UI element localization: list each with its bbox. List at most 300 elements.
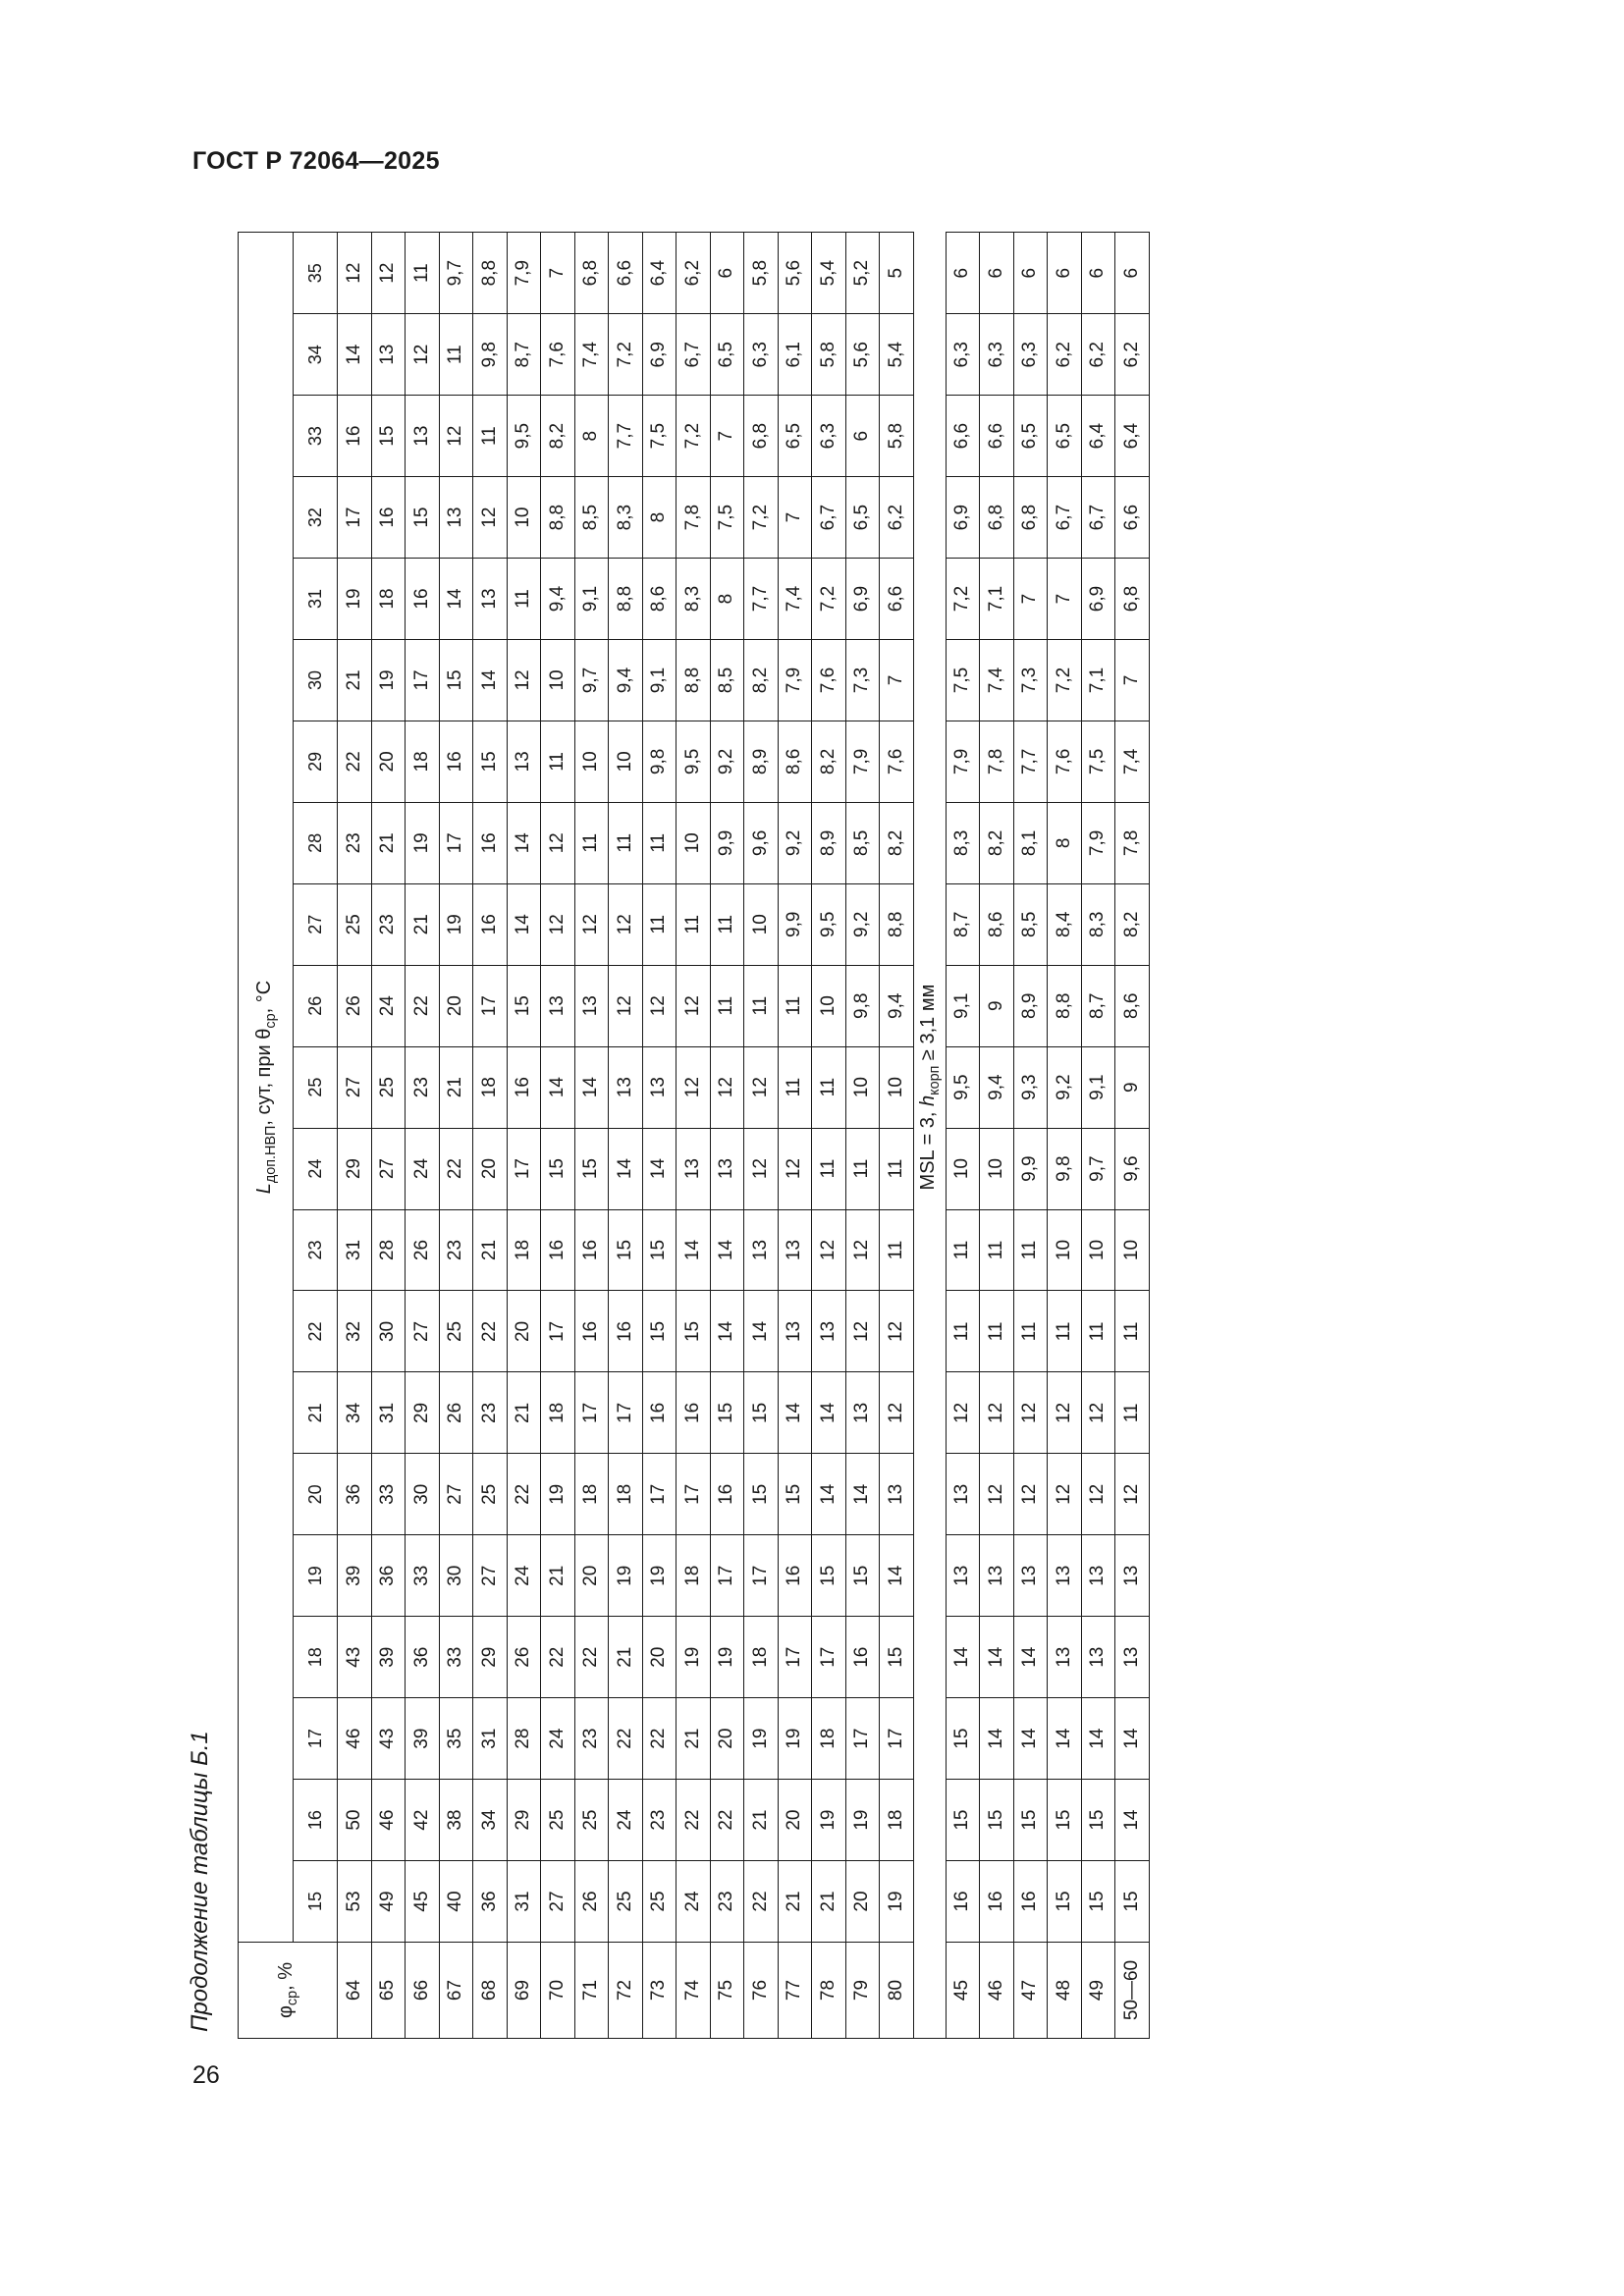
value-cell: 14	[507, 802, 541, 883]
value-cell: 29	[338, 1128, 372, 1209]
value-cell: 10	[880, 1046, 914, 1128]
phi-header: $\varphi_{ср}$, %	[239, 1943, 338, 2039]
value-cell: 9,6	[744, 802, 779, 883]
value-cell: 8,8	[473, 233, 508, 314]
value-cell: 28	[507, 1698, 541, 1780]
value-cell: 7,7	[1013, 721, 1048, 802]
value-cell: 10	[845, 1046, 880, 1128]
value-cell: 22	[574, 1617, 609, 1698]
value-cell: 15	[507, 965, 541, 1046]
value-cell: 13	[946, 1535, 980, 1617]
value-cell: 27	[406, 1291, 440, 1372]
value-cell: 7,8	[677, 477, 711, 559]
value-cell: 25	[609, 1861, 643, 1943]
value-cell: 9,9	[778, 883, 812, 965]
temperature-header-row	[294, 233, 338, 2039]
value-cell: 11	[812, 1128, 846, 1209]
value-cell: 9,8	[473, 314, 508, 396]
value-cell: 29	[473, 1617, 508, 1698]
value-cell: 10	[574, 721, 609, 802]
value-cell: 14	[677, 1209, 711, 1291]
value-cell: 12	[541, 883, 575, 965]
value-cell: 20	[507, 1291, 541, 1372]
value-cell: 16	[778, 1535, 812, 1617]
temperature-header: 17	[294, 1698, 338, 1780]
value-cell: 7,6	[541, 314, 575, 396]
value-cell: 14	[980, 1698, 1014, 1780]
value-cell: 11	[406, 233, 440, 314]
value-cell: 6,4	[642, 233, 677, 314]
value-cell: 7	[1013, 559, 1048, 640]
value-cell: 12	[371, 233, 406, 314]
value-cell: 7,3	[845, 640, 880, 721]
value-cell: 8,3	[609, 477, 643, 559]
value-cell: 14	[473, 640, 508, 721]
value-cell: 11	[946, 1209, 980, 1291]
value-cell: 17	[473, 965, 508, 1046]
value-cell: 13	[1081, 1617, 1115, 1698]
value-cell: 14	[1048, 1698, 1082, 1780]
value-cell: 9,7	[439, 233, 473, 314]
value-cell: 13	[980, 1535, 1014, 1617]
value-cell: 8,9	[744, 721, 779, 802]
value-cell: 7,6	[812, 640, 846, 721]
value-cell: 7,9	[1081, 802, 1115, 883]
value-cell: 18	[880, 1780, 914, 1861]
value-cell: 8,9	[1013, 965, 1048, 1046]
value-cell: 21	[778, 1861, 812, 1943]
value-cell: 11	[880, 1209, 914, 1291]
value-cell: 16	[642, 1372, 677, 1454]
value-cell: 23	[710, 1861, 744, 1943]
value-cell: 12	[609, 883, 643, 965]
value-cell: 10	[609, 721, 643, 802]
value-cell: 14	[980, 1617, 1014, 1698]
value-cell: 12	[574, 883, 609, 965]
value-cell: 22	[744, 1861, 779, 1943]
value-cell: 13	[1013, 1535, 1048, 1617]
value-cell: 9,2	[710, 721, 744, 802]
value-cell: 14	[338, 314, 372, 396]
value-cell: 12	[744, 1128, 779, 1209]
value-cell: 6,6	[880, 559, 914, 640]
phi-cell: 71	[574, 1943, 609, 2039]
value-cell: 10	[677, 802, 711, 883]
value-cell: 25	[541, 1780, 575, 1861]
value-cell: 21	[371, 802, 406, 883]
value-cell: 9,1	[1081, 1046, 1115, 1128]
value-cell: 12	[1115, 1454, 1150, 1535]
value-cell: 15	[980, 1780, 1014, 1861]
value-cell: 7,2	[812, 559, 846, 640]
value-cell: 15	[1048, 1861, 1082, 1943]
value-cell: 21	[439, 1046, 473, 1128]
value-cell: 7,4	[1115, 721, 1150, 802]
value-cell: 19	[406, 802, 440, 883]
value-cell: 12	[812, 1209, 846, 1291]
value-cell: 12	[980, 1372, 1014, 1454]
table-row	[507, 233, 541, 2039]
value-cell: 6	[946, 233, 980, 314]
section-label: MSL = 3, $h_{корп} \ge 3,1$ мм	[913, 233, 946, 1943]
value-cell: 30	[371, 1291, 406, 1372]
value-cell: 10	[1081, 1209, 1115, 1291]
table-row	[609, 233, 643, 2039]
value-cell: 21	[338, 640, 372, 721]
value-cell: 16	[371, 477, 406, 559]
value-cell: 5,8	[744, 233, 779, 314]
value-cell: 8,5	[845, 802, 880, 883]
value-cell: 8,3	[677, 559, 711, 640]
value-cell: 18	[473, 1046, 508, 1128]
value-cell: 22	[406, 965, 440, 1046]
value-cell: 19	[845, 1780, 880, 1861]
value-cell: 11	[812, 1046, 846, 1128]
value-cell: 8,5	[710, 640, 744, 721]
value-cell: 15	[880, 1617, 914, 1698]
phi-cell: 68	[473, 1943, 508, 2039]
temperature-header: 35	[294, 233, 338, 314]
value-cell: 12	[980, 1454, 1014, 1535]
phi-cell: 77	[778, 1943, 812, 2039]
section-label-spacer	[913, 1943, 946, 2039]
value-cell: 22	[710, 1780, 744, 1861]
value-cell: 11	[1115, 1372, 1150, 1454]
value-cell: 19	[710, 1617, 744, 1698]
value-cell: 11	[1081, 1291, 1115, 1372]
value-cell: 18	[812, 1698, 846, 1780]
value-cell: 7	[541, 233, 575, 314]
value-cell: 14	[710, 1291, 744, 1372]
value-cell: 13	[710, 1128, 744, 1209]
value-cell: 34	[473, 1780, 508, 1861]
value-cell: 40	[439, 1861, 473, 1943]
value-cell: 17	[338, 477, 372, 559]
value-cell: 20	[642, 1617, 677, 1698]
value-cell: 13	[744, 1209, 779, 1291]
table-row	[880, 233, 914, 2039]
value-cell: 15	[371, 396, 406, 477]
value-cell: 17	[406, 640, 440, 721]
value-cell: 8,7	[507, 314, 541, 396]
value-cell: 8,2	[1115, 883, 1150, 965]
value-cell: 23	[406, 1046, 440, 1128]
value-cell: 7,4	[980, 640, 1014, 721]
value-cell: 7,5	[946, 640, 980, 721]
value-cell: 46	[338, 1698, 372, 1780]
document-header: ГОСТ Р 72064—2025	[192, 147, 440, 175]
phi-cell: 73	[642, 1943, 677, 2039]
value-cell: 6,7	[1048, 477, 1082, 559]
value-cell: 14	[778, 1372, 812, 1454]
value-cell: 6,9	[642, 314, 677, 396]
value-cell: 14	[845, 1454, 880, 1535]
value-cell: 24	[371, 965, 406, 1046]
value-cell: 18	[541, 1372, 575, 1454]
value-cell: 23	[439, 1209, 473, 1291]
value-cell: 31	[371, 1372, 406, 1454]
value-cell: 12	[609, 965, 643, 1046]
value-cell: 15	[946, 1698, 980, 1780]
value-cell: 14	[744, 1291, 779, 1372]
value-cell: 19	[609, 1535, 643, 1617]
value-cell: 12	[1048, 1372, 1082, 1454]
value-cell: 5,6	[778, 233, 812, 314]
value-cell: 8,2	[744, 640, 779, 721]
value-cell: 7,9	[507, 233, 541, 314]
table-row	[642, 233, 677, 2039]
value-cell: 38	[439, 1780, 473, 1861]
value-cell: 25	[642, 1861, 677, 1943]
value-cell: 8,8	[1048, 965, 1082, 1046]
value-cell: 18	[609, 1454, 643, 1535]
value-cell: 12	[1013, 1372, 1048, 1454]
value-cell: 18	[371, 559, 406, 640]
value-cell: 26	[439, 1372, 473, 1454]
value-cell: 17	[812, 1617, 846, 1698]
value-cell: 6,5	[710, 314, 744, 396]
value-cell: 23	[338, 802, 372, 883]
value-cell: 8	[710, 559, 744, 640]
value-cell: 13	[541, 965, 575, 1046]
value-cell: 5,8	[880, 396, 914, 477]
value-cell: 9,4	[980, 1046, 1014, 1128]
value-cell: 19	[371, 640, 406, 721]
value-cell: 13	[778, 1209, 812, 1291]
value-cell: 33	[406, 1535, 440, 1617]
temperature-header: 20	[294, 1454, 338, 1535]
value-cell: 8,7	[946, 883, 980, 965]
value-cell: 15	[406, 477, 440, 559]
value-cell: 14	[1081, 1698, 1115, 1780]
value-cell: 12	[880, 1291, 914, 1372]
value-cell: 17	[439, 802, 473, 883]
value-cell: 7,1	[980, 559, 1014, 640]
value-cell: 16	[541, 1209, 575, 1291]
value-cell: 13	[1115, 1535, 1150, 1617]
page-number: 26	[192, 2061, 220, 2089]
table-row	[677, 233, 711, 2039]
value-cell: 12	[1048, 1454, 1082, 1535]
value-cell: 11	[778, 1046, 812, 1128]
value-cell: 53	[338, 1861, 372, 1943]
value-cell: 7	[1048, 559, 1082, 640]
table-row	[744, 233, 779, 2039]
table-body	[338, 233, 1150, 2039]
value-cell: 5,6	[845, 314, 880, 396]
value-cell: 8,6	[1115, 965, 1150, 1046]
table-row	[1048, 233, 1082, 2039]
value-cell: 8,8	[541, 477, 575, 559]
value-cell: 6	[1013, 233, 1048, 314]
table-row	[473, 233, 508, 2039]
table-row	[1013, 233, 1048, 2039]
value-cell: 9,1	[642, 640, 677, 721]
phi-cell: 75	[710, 1943, 744, 2039]
value-cell: 17	[845, 1698, 880, 1780]
value-cell: 6,2	[1048, 314, 1082, 396]
value-cell: 8,2	[541, 396, 575, 477]
value-cell: 8,4	[1048, 883, 1082, 965]
rotated-table-container	[238, 232, 1150, 2039]
value-cell: 19	[880, 1861, 914, 1943]
value-cell: 31	[507, 1861, 541, 1943]
phi-cell: 65	[371, 1943, 406, 2039]
phi-cell: 74	[677, 1943, 711, 2039]
value-cell: 26	[507, 1617, 541, 1698]
value-cell: 12	[946, 1372, 980, 1454]
value-cell: 7,4	[778, 559, 812, 640]
temperature-header: 15	[294, 1861, 338, 1943]
phi-cell: 45	[946, 1943, 980, 2039]
value-cell: 9,7	[574, 640, 609, 721]
temperature-header: 26	[294, 965, 338, 1046]
value-cell: 15	[946, 1780, 980, 1861]
value-cell: 16	[980, 1861, 1014, 1943]
value-cell: 43	[371, 1698, 406, 1780]
value-cell: 9,7	[1081, 1128, 1115, 1209]
value-cell: 7,7	[744, 559, 779, 640]
value-cell: 7,2	[1048, 640, 1082, 721]
value-cell: 11	[710, 883, 744, 965]
value-cell: 6,1	[778, 314, 812, 396]
temperature-header: 29	[294, 721, 338, 802]
value-cell: 27	[541, 1861, 575, 1943]
value-cell: 17	[778, 1617, 812, 1698]
value-cell: 10	[744, 883, 779, 965]
value-cell: 39	[406, 1698, 440, 1780]
value-cell: 13	[677, 1128, 711, 1209]
value-cell: 11	[609, 802, 643, 883]
value-cell: 28	[371, 1209, 406, 1291]
value-cell: 23	[473, 1372, 508, 1454]
value-cell: 11	[1115, 1291, 1150, 1372]
value-cell: 14	[642, 1128, 677, 1209]
value-cell: 6,5	[1048, 396, 1082, 477]
phi-cell: 66	[406, 1943, 440, 2039]
value-cell: 11	[946, 1291, 980, 1372]
value-cell: 16	[710, 1454, 744, 1535]
value-cell: 9	[980, 965, 1014, 1046]
value-cell: 43	[338, 1617, 372, 1698]
value-cell: 14	[439, 559, 473, 640]
value-cell: 25	[371, 1046, 406, 1128]
value-cell: 6	[845, 396, 880, 477]
value-cell: 15	[1013, 1780, 1048, 1861]
value-cell: 9,2	[778, 802, 812, 883]
value-cell: 12	[778, 1128, 812, 1209]
value-cell: 29	[406, 1372, 440, 1454]
phi-cell: 79	[845, 1943, 880, 2039]
value-cell: 12	[1081, 1454, 1115, 1535]
value-cell: 13	[642, 1046, 677, 1128]
value-cell: 31	[473, 1698, 508, 1780]
temperature-header: 34	[294, 314, 338, 396]
value-cell: 6	[710, 233, 744, 314]
value-cell: 17	[574, 1372, 609, 1454]
value-cell: 15	[1081, 1780, 1115, 1861]
temperature-header: 30	[294, 640, 338, 721]
value-cell: 7,8	[980, 721, 1014, 802]
value-cell: 11	[677, 883, 711, 965]
value-cell: 6,2	[880, 477, 914, 559]
value-cell: 25	[338, 883, 372, 965]
temperature-header: 18	[294, 1617, 338, 1698]
value-cell: 16	[507, 1046, 541, 1128]
data-table	[238, 232, 1150, 2039]
temperature-header: 21	[294, 1372, 338, 1454]
value-cell: 21	[406, 883, 440, 965]
value-cell: 45	[406, 1861, 440, 1943]
value-cell: 11	[880, 1128, 914, 1209]
value-cell: 5,8	[812, 314, 846, 396]
value-cell: 22	[507, 1454, 541, 1535]
value-cell: 14	[812, 1454, 846, 1535]
value-cell: 15	[1115, 1861, 1150, 1943]
value-cell: 12	[473, 477, 508, 559]
value-cell: 7,6	[880, 721, 914, 802]
value-cell: 15	[439, 640, 473, 721]
value-cell: 33	[371, 1454, 406, 1535]
value-cell: 23	[574, 1698, 609, 1780]
value-cell: 7,4	[574, 314, 609, 396]
value-cell: 6,8	[744, 396, 779, 477]
value-cell: 46	[371, 1780, 406, 1861]
table-row	[778, 233, 812, 2039]
value-cell: 7,9	[845, 721, 880, 802]
value-cell: 27	[371, 1128, 406, 1209]
value-cell: 13	[439, 477, 473, 559]
value-cell: 6,2	[1081, 314, 1115, 396]
value-cell: 12	[710, 1046, 744, 1128]
value-cell: 13	[574, 965, 609, 1046]
temperature-header: 25	[294, 1046, 338, 1128]
value-cell: 9,4	[880, 965, 914, 1046]
value-cell: 10	[541, 640, 575, 721]
phi-cell: 76	[744, 1943, 779, 2039]
value-cell: 15	[1081, 1861, 1115, 1943]
value-cell: 16	[473, 883, 508, 965]
value-cell: 19	[541, 1454, 575, 1535]
value-cell: 9,3	[1013, 1046, 1048, 1128]
value-cell: 8,5	[574, 477, 609, 559]
value-cell: 11	[507, 559, 541, 640]
value-cell: 6,5	[845, 477, 880, 559]
value-cell: 19	[642, 1535, 677, 1617]
value-cell: 10	[1115, 1209, 1150, 1291]
value-cell: 13	[778, 1291, 812, 1372]
value-cell: 12	[439, 396, 473, 477]
value-cell: 22	[473, 1291, 508, 1372]
value-cell: 7,3	[1013, 640, 1048, 721]
value-cell: 26	[574, 1861, 609, 1943]
table-row	[439, 233, 473, 2039]
value-cell: 7,2	[677, 396, 711, 477]
value-cell: 11	[642, 802, 677, 883]
phi-cell: 47	[1013, 1943, 1048, 2039]
value-cell: 30	[406, 1454, 440, 1535]
value-cell: 8	[574, 396, 609, 477]
value-cell: 6,6	[980, 396, 1014, 477]
value-cell: 8,8	[609, 559, 643, 640]
value-cell: 11	[845, 1128, 880, 1209]
value-cell: 15	[744, 1372, 779, 1454]
value-cell: 8,2	[880, 802, 914, 883]
value-cell: 13	[609, 1046, 643, 1128]
value-cell: 11	[574, 802, 609, 883]
value-cell: 7,2	[744, 477, 779, 559]
table-row	[338, 233, 372, 2039]
